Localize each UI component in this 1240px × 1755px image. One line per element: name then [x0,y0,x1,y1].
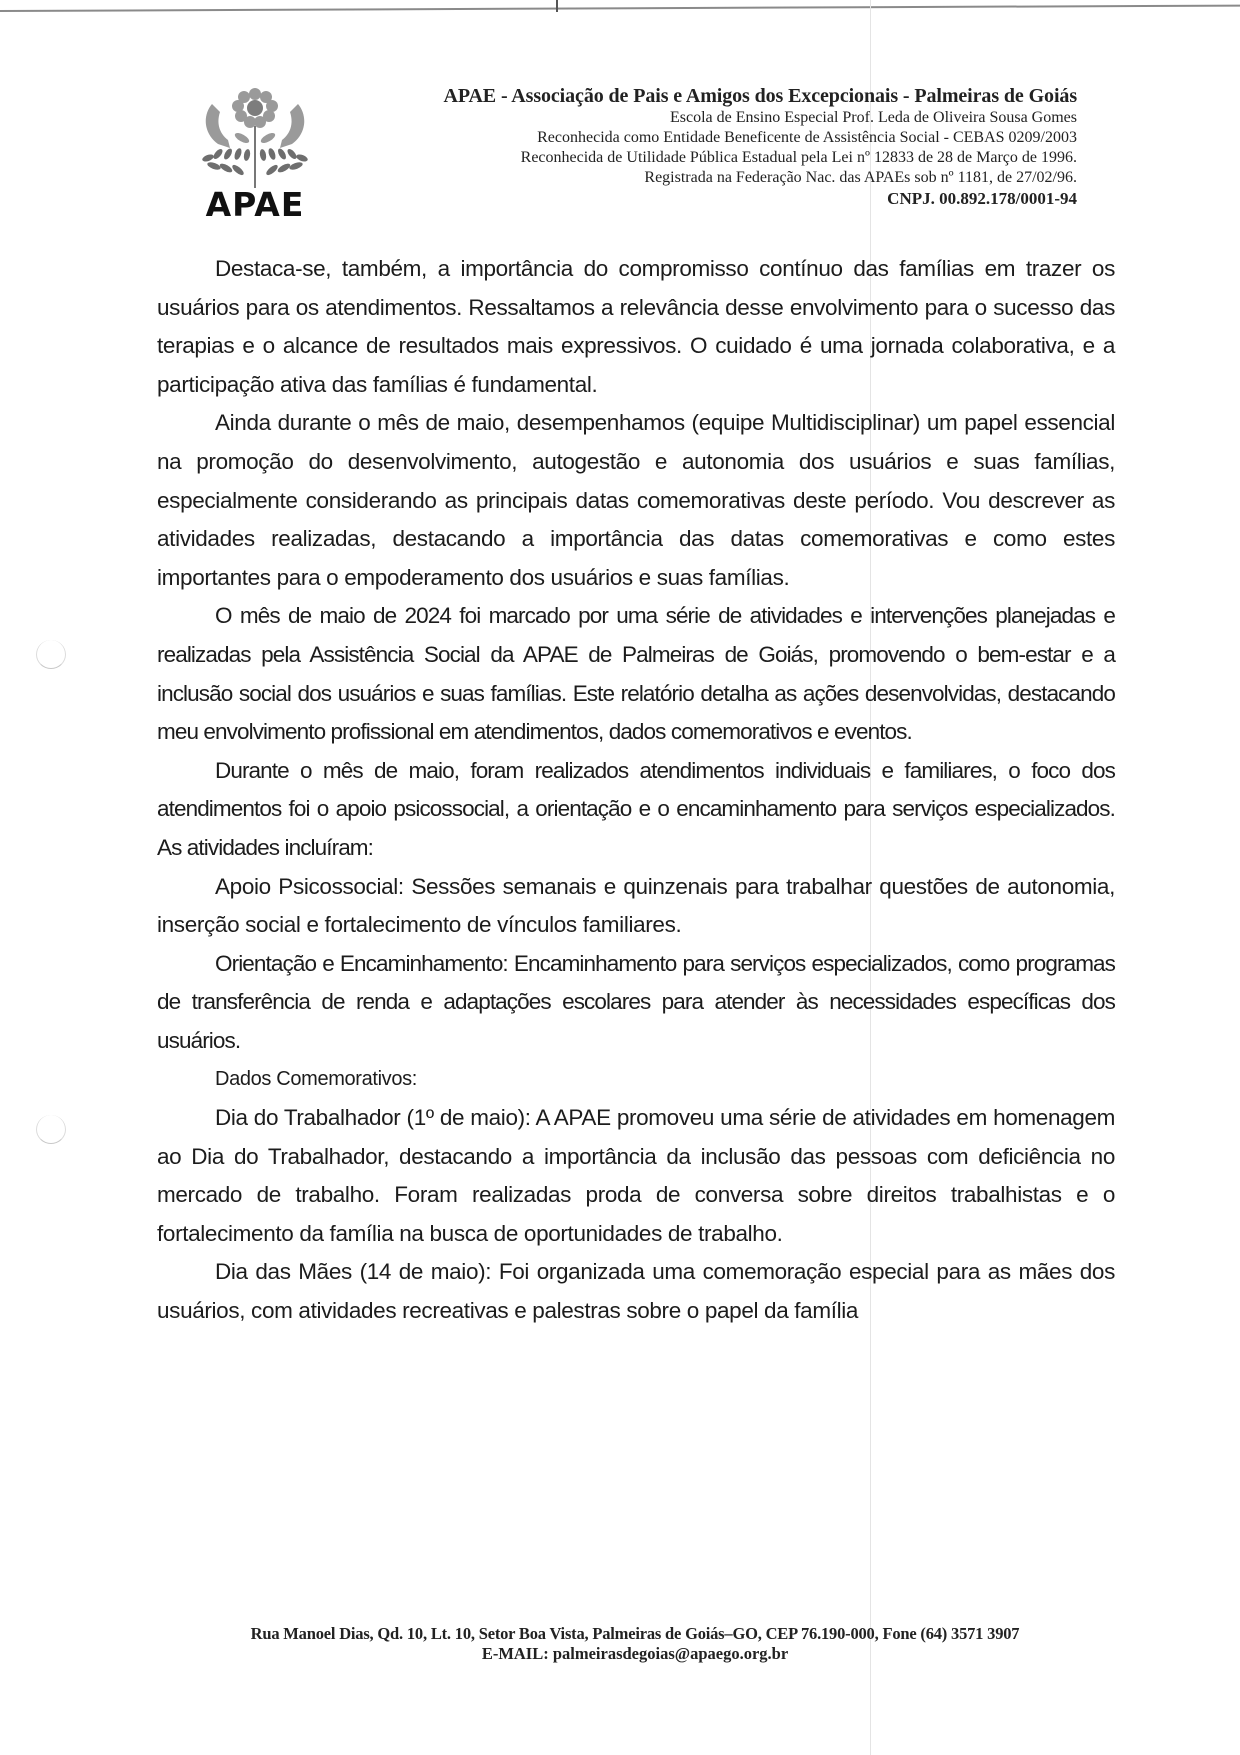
paragraph: Orientação e Encaminhamento: Encaminhamento para serviços especializados, como programas de transferência de renda e adaptações escolares para atender às necessidades específicas dos usuários. [157,950,1115,1053]
punch-hole-mark [36,1115,66,1144]
letterhead [443,84,1077,210]
footer-address: Rua Manoel Dias, Qd. 10, Lt. 10, Setor Boa Vista, Palmeiras de Goiás–GO, CEP 76.190-000, Fone (64) 3571 3907 [250,1624,1020,1643]
punch-hole-mark [36,640,66,669]
top-edge-rule [0,5,1240,12]
paragraph: Apoio Psicossocial: Sessões semanais e quinzenais para trabalhar questões de autonomia, inserção social e fortalecimento de vínculos familiares. [157,873,1115,938]
top-edge-tick [556,0,558,12]
footer-email: E-MAIL: palmeirasdegoias@apaego.org.br [481,1644,789,1663]
letterhead-line: Reconhecida de Utilidade Pública Estadual pela Lei nº 12833 de 28 de Março de 1996. [520,149,1077,166]
paragraph: Dia das Mães (14 de maio): Foi organizada uma comemoração especial para as mães dos usuários, com atividades recreativas e palestras sobre o papel da família [157,1259,1115,1324]
apae-logo [190,82,320,224]
document-body [157,250,1115,1331]
letterhead-line: Reconhecida como Entidade Beneficente de Assistência Social - CEBAS 0209/2003 [537,129,1077,146]
paragraph: Ainda durante o mês de maio, desempenhamos (equipe Multidisciplinar) um papel essencial na promoção do desenvolvimento, autogestão e autonomia dos usuários e suas famílias, especialmente considerando as principais datas comemorativas deste período. Vou descrever as atividades realizadas, destacando a importância das datas comemorativas e como estes importantes para o empoderamento dos usuários e suas famílias. [157,410,1115,590]
cnpj-number: CNPJ. 00.892.178/0001-94 [887,189,1077,208]
logo-wordmark: APAE [205,185,305,224]
letterhead-line: Registrada na Federação Nac. das APAEs sob nº 1181, de 27/02/96. [644,169,1077,186]
paragraph: Durante o mês de maio, foram realizados atendimentos individuais e familiares, o foco dos atendimentos foi o apoio psicossocial, a orientação e o encaminhamento para serviços especializados. As atividades incluíram: [157,757,1115,860]
letterhead-line: Escola de Ensino Especial Prof. Leda de Oliveira Sousa Gomes [670,109,1077,126]
page-footer [140,1624,1130,1664]
organization-title: APAE - Associação de Pais e Amigos dos Excepcionais - Palmeiras de Goiás [443,85,1077,107]
section-heading: Dados Comemorativos: [215,1068,417,1091]
paragraph: O mês de maio de 2024 foi marcado por uma série de atividades e intervenções planejadas e realizadas pela Assistência Social da APAE de Palmeiras de Goiás, promovendo o bem-estar e a inclusão social dos usuários e suas famílias. Este relatório detalha as ações desenvolvidas, destacando meu envolvimento profissional em atendimentos, dados comemorativos e eventos. [157,603,1115,745]
paragraph: Dia do Trabalhador (1º de maio): A APAE promoveu uma série de atividades em homenagem ao Dia do Trabalhador, destacando a importância da inclusão das pessoas com deficiência no mercado de trabalho. Foram realizadas proda de conversa sobre direitos trabalhistas e o fortalecimento da família na busca de oportunidades de trabalho. [157,1105,1115,1246]
paragraph: Destaca-se, também, a importância do compromisso contínuo das famílias em trazer os usuários para os atendimentos. Ressaltamos a relevância desse envolvimento para o sucesso das terapias e o alcance de resultados mais expressivos. O cuidado é uma jornada colaborativa, e a participação ativa das famílias é fundamental. [157,256,1115,397]
flower-hands-icon [190,82,320,190]
